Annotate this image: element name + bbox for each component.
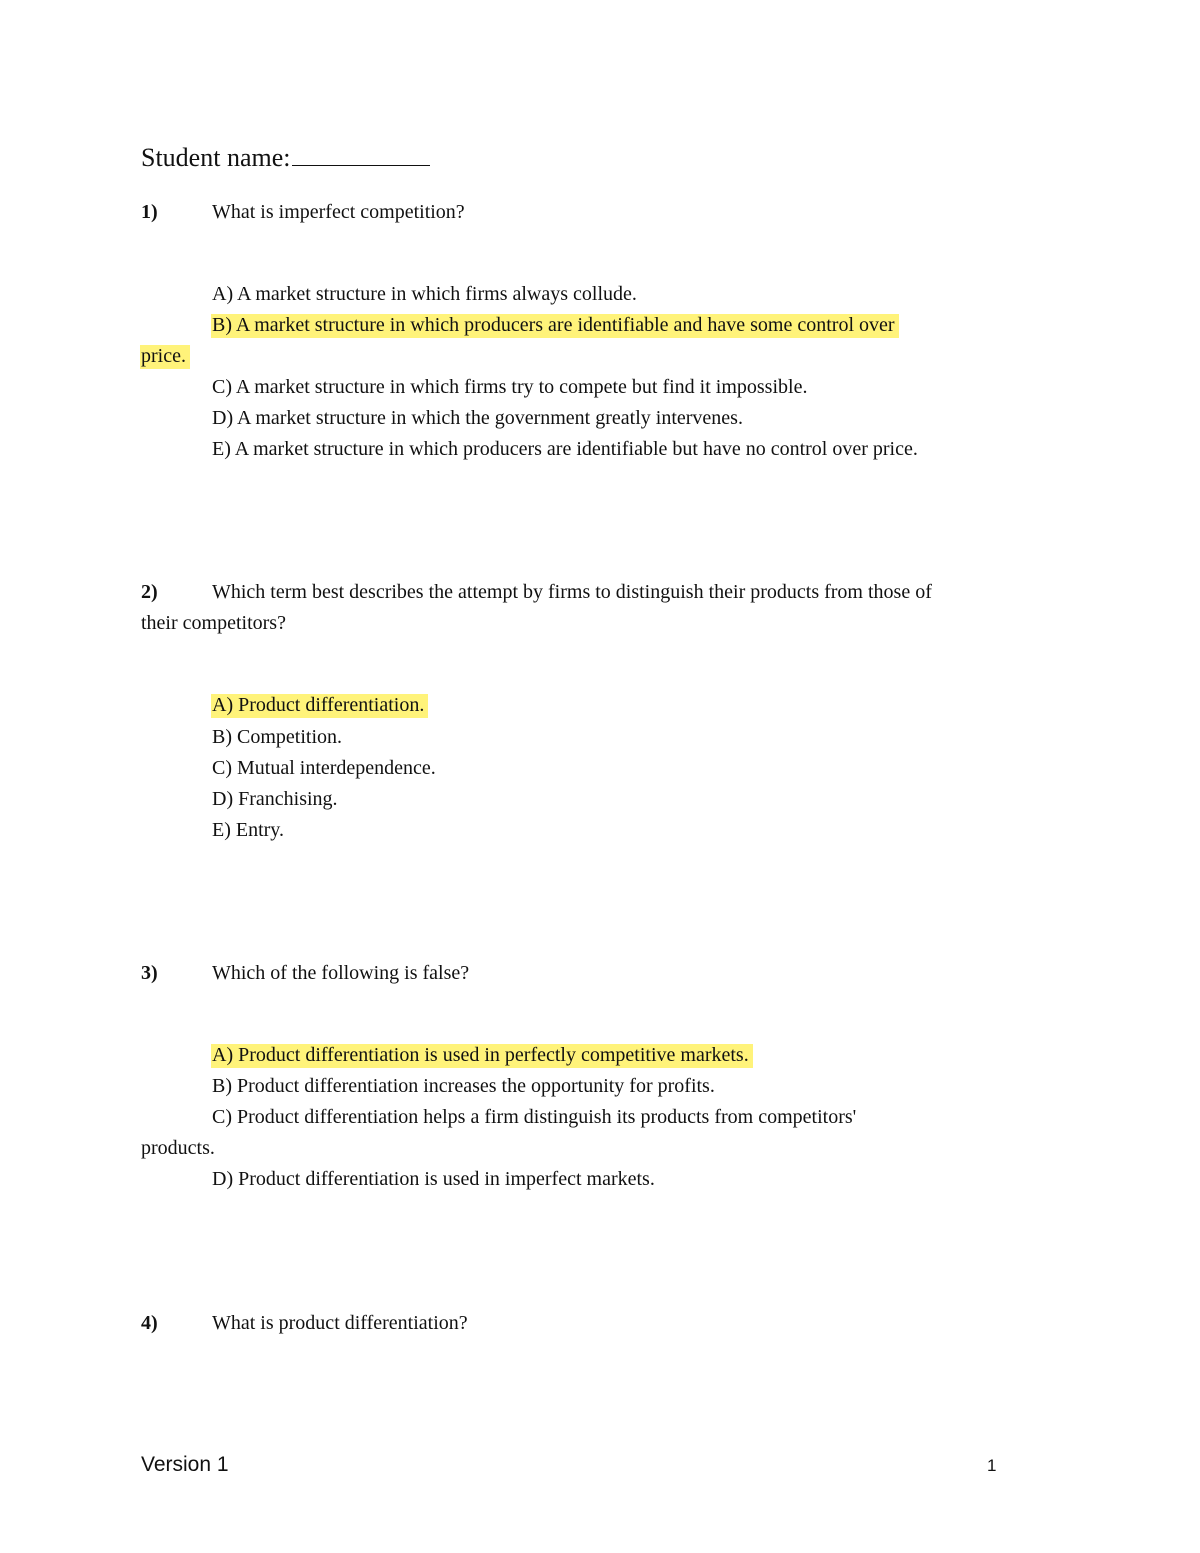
question-3-text: Which of the following is false? [212, 962, 470, 984]
question-1-option-d: D) A market structure in which the government greatly intervenes. [212, 407, 743, 429]
question-3-number: 3) [141, 962, 158, 984]
question-2-option-d: D) Franchising. [212, 788, 338, 810]
student-name-blank [292, 141, 430, 166]
question-1-option-b-highlight-continued: price. [140, 345, 190, 369]
student-name-label: Student name: [141, 143, 291, 172]
question-1-text: What is imperfect competition? [212, 201, 465, 223]
question-1-option-b [212, 311, 899, 339]
question-4-number: 4) [141, 1312, 158, 1334]
question-3-option-d: D) Product differentiation is used in imperfect markets. [212, 1168, 655, 1190]
question-2-option-e: E) Entry. [212, 819, 285, 841]
question-1-option-e: E) A market structure in which producers are identifiable but have no control over price. [212, 438, 918, 460]
question-2-text: Which term best describes the attempt by firms to distinguish their products from those of [212, 581, 932, 603]
question-2-text-continued: their competitors? [141, 612, 286, 634]
question-4-text: What is product differentiation? [212, 1312, 468, 1334]
question-1-option-b-continued [141, 342, 190, 370]
footer-version: Version 1 [141, 1453, 229, 1476]
question-3-option-b: B) Product differentiation increases the opportunity for profits. [212, 1075, 715, 1097]
question-2-option-b: B) Competition. [212, 726, 342, 748]
question-3-option-a-highlight: A) Product differentiation is used in perfectly competitive markets. [211, 1044, 753, 1068]
question-3-option-c-continued: products. [141, 1137, 215, 1159]
question-2-option-c: C) Mutual interdependence. [212, 757, 436, 779]
question-1-number: 1) [141, 201, 158, 223]
footer-page-number: 1 [987, 1456, 997, 1475]
question-2-option-a [212, 691, 428, 719]
question-3-option-c: C) Product differentiation helps a firm distinguish its products from competitors' [212, 1106, 857, 1128]
question-1-option-b-highlight: B) A market structure in which producers are identifiable and have some control over [211, 314, 899, 338]
question-2-number: 2) [141, 581, 158, 603]
question-1-option-c: C) A market structure in which firms try to compete but find it impossible. [212, 376, 808, 398]
question-2-option-a-highlight: A) Product differentiation. [211, 694, 428, 718]
question-3-option-a [212, 1041, 753, 1069]
student-name-field [141, 140, 430, 176]
question-1-option-a: A) A market structure in which firms always collude. [212, 283, 637, 305]
